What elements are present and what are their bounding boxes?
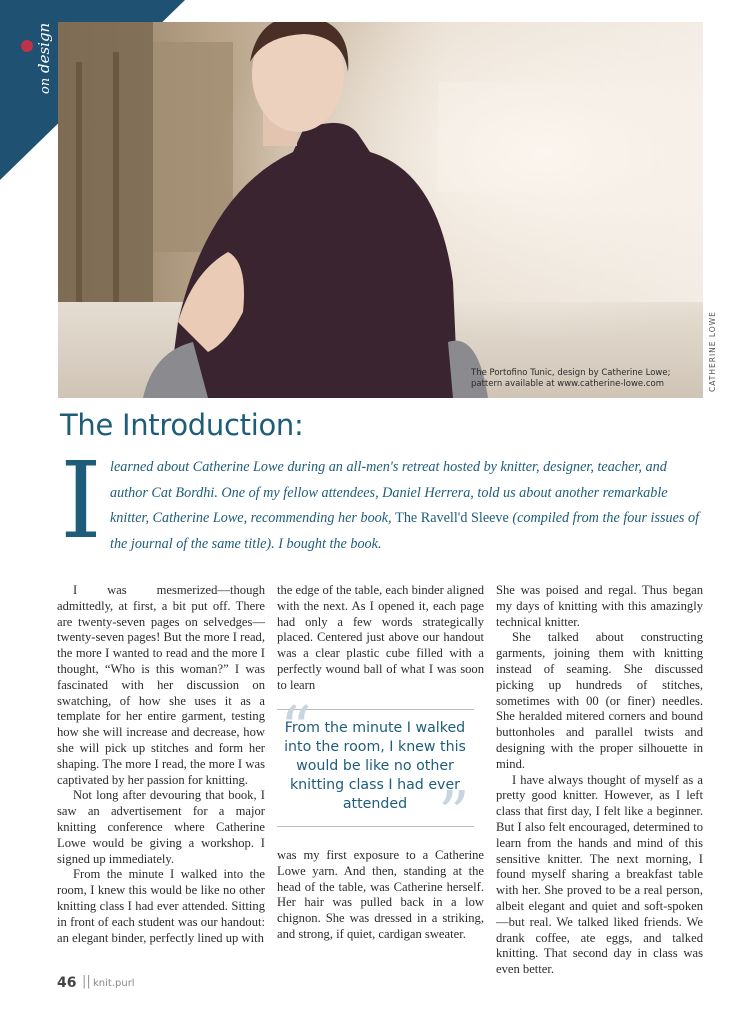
body-paragraph: From the minute I walked into the room, I knew this would be like no other knitting class I had ever attended. Sitting in front of each student was our handout: an elegant binder, perfectly lined up with: [57, 867, 265, 945]
body-column-2-top: [277, 583, 484, 694]
body-paragraph: I have always thought of myself as a pretty good knitter. However, as I left class that first day, I felt like a beginner. But I also felt encouraged, determined to learn from the hands and mind of this sensitive knitter. The next morning, I found myself sharing a breakfast table with her. She proved to be a real person, albeit elegant and quiet and soft-spoken—but real. We talked liked friends. We drank coffee, ate eggs, and talked knitting. That second day in class was even better.: [496, 772, 703, 977]
drop-cap: I: [60, 439, 102, 562]
hero-photo: [58, 22, 703, 398]
publication-name: knit.purl: [93, 978, 135, 989]
photo-caption: [471, 368, 701, 390]
caption-line-2: pattern available at www.catherine-lowe.com: [471, 379, 664, 389]
body-paragraph: was my first exposure to a Catherine Lowe yarn. And then, standing at the head of the table, was Catherine herself. Her hair was pulled back in a low chignon. She was dressed in a striking, and strong, if quiet, cardigan sweater.: [277, 848, 484, 941]
body-paragraph: She talked about constructing garments, joining them with knitting instead of seaming. She discussed picking up hundreds of stitches, sometimes with 00 (or finer) needles. She heralded mitered corners and bound buttonholes and parallel twists and designing with the proper silhouette in mind.: [496, 630, 703, 771]
pull-quote: From the minute I walked into the room, I knew this would be like no other knitting class I had ever attended: [284, 720, 466, 812]
intro-paragraph: [110, 455, 700, 558]
section-name: design: [35, 22, 53, 74]
footer-separator: ||: [82, 974, 91, 989]
close-quote-icon: ”: [438, 777, 470, 850]
page-number: 46: [57, 975, 77, 991]
open-quote-icon: “: [280, 692, 312, 765]
article-headline: The Introduction:: [60, 408, 304, 442]
body-paragraph: She was poised and regal. Thus began my days of knitting with this amazingly technical knitter.: [496, 583, 703, 629]
body-column-3: [496, 583, 703, 978]
section-lead: on: [38, 77, 53, 94]
photo-credit: CATHERINE LOWE: [708, 311, 717, 392]
body-paragraph: the edge of the table, each binder aligned with the next. As I opened it, each page had only a few words strategically placed. Centered just above our handout was a clear plastic cube filled with a perfectly wound ball of what I was soon to learn: [277, 583, 485, 692]
intro-text-b: (compiled from the four issues of the journal of the same title). I bought the book.: [110, 510, 700, 553]
intro-book-title: The Ravell'd Sleeve: [395, 510, 509, 527]
body-paragraph: I was mesmerized—though admittedly, at first, a bit put off. There are twenty-seven pages on selvedges—twenty-seven pages! But the more I read, the more I wanted to read and the more I thought, “Who is this woman?” I was fascinated with her discussion on swatching, of how she uses it as a template for her entire garment, testing how she will increase and decrease, how she will pick up stitches and form her shaping. The more I read, the more I was captivated by her passion for knitting.: [57, 583, 265, 787]
body-column-1: [57, 583, 265, 946]
hero-photo-illustration: [58, 22, 703, 398]
section-marker-icon: [21, 40, 33, 52]
body-paragraph: Not long after devouring that book, I saw an advertisement for a major knitting conference where Catherine Lowe would be giving a workshop. I signed up immediately.: [57, 788, 265, 866]
caption-line-1: The Portofino Tunic, design by Catherine Lowe;: [471, 368, 671, 378]
body-column-2-bottom: [277, 848, 484, 943]
section-label: [35, 23, 53, 94]
intro-text-a: learned about Catherine Lowe during an all-men's retreat hosted by knitter, designer, teacher, and author Cat Bordhi. One of my fellow attendees, Daniel Herrera, told us about another remarkable knitter, Catherine Lowe, recommending her book,: [110, 459, 668, 527]
